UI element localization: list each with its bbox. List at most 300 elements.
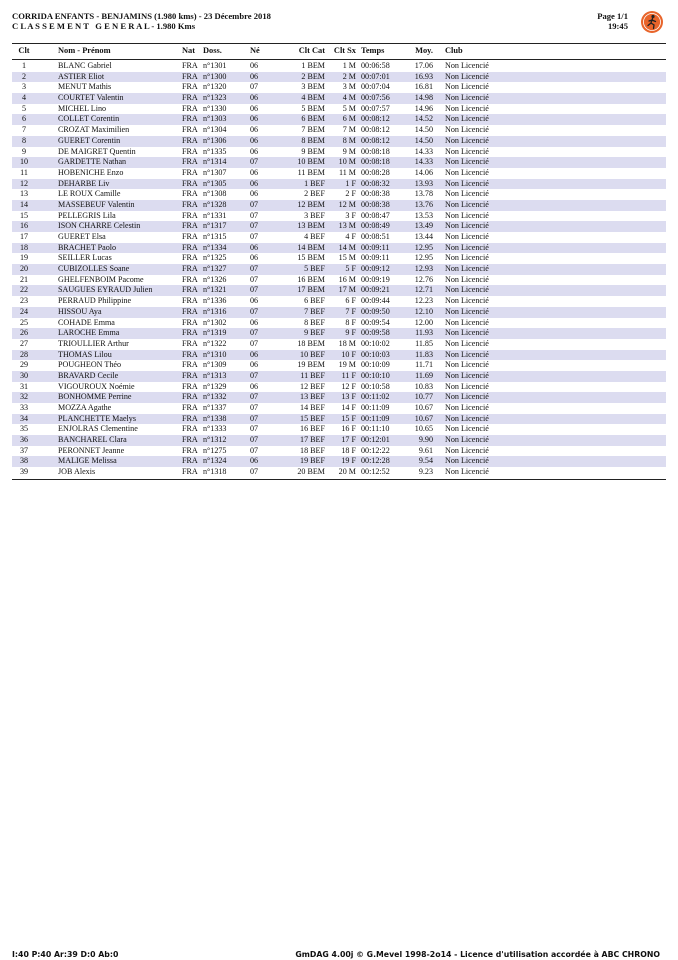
cell-club: Non Licencié bbox=[445, 264, 489, 274]
cell-cat: 18 BEF bbox=[300, 445, 325, 455]
cell-club: Non Licencié bbox=[445, 338, 489, 348]
cell-rank: 37 bbox=[19, 445, 29, 455]
cell-nat: FRA bbox=[182, 232, 198, 241]
cell-year: 06 bbox=[250, 103, 259, 113]
cell-club: Non Licencié bbox=[445, 61, 489, 70]
cell-nat: FRA bbox=[182, 392, 198, 402]
cell-rank: 19 bbox=[19, 253, 29, 263]
report-subtitle: C L A S S E M E N T G E N E R A L - 1.980 Kms bbox=[12, 21, 196, 31]
cell-time: 00:09:12 bbox=[361, 264, 390, 274]
cell-bib: n°1328 bbox=[203, 199, 227, 209]
cell-rank: 7 bbox=[21, 125, 27, 135]
table-row bbox=[12, 147, 666, 158]
cell-bib: n°1312 bbox=[203, 435, 227, 445]
cell-cat: 9 BEM bbox=[301, 146, 325, 156]
cell-time: 00:08:38 bbox=[361, 199, 390, 209]
cell-rank: 10 bbox=[19, 157, 29, 167]
cell-club: Non Licencié bbox=[445, 435, 489, 445]
cell-bib: n°1307 bbox=[203, 167, 227, 177]
table-row bbox=[12, 264, 666, 275]
cell-rank: 32 bbox=[19, 392, 29, 402]
cell-rank: 16 bbox=[19, 221, 29, 231]
cell-club: Non Licencié bbox=[445, 274, 489, 284]
cell-cat: 6 BEM bbox=[301, 114, 325, 124]
cell-avg: 12.00 bbox=[414, 317, 433, 327]
table-row bbox=[12, 371, 666, 382]
cell-sx: 15 F bbox=[341, 413, 356, 423]
cell-cat: 17 BEF bbox=[300, 435, 325, 445]
cell-bib: n°1337 bbox=[203, 403, 227, 412]
cell-time: 00:09:50 bbox=[361, 306, 390, 316]
cell-sx: 16 F bbox=[341, 424, 356, 434]
cell-year: 07 bbox=[250, 157, 259, 167]
cell-bib: n°1318 bbox=[203, 467, 227, 477]
cell-sx: 15 M bbox=[338, 253, 356, 263]
cell-sx: 13 M bbox=[338, 221, 356, 231]
col-rank: Clt bbox=[18, 46, 30, 55]
table-row bbox=[12, 446, 666, 457]
table-row bbox=[12, 435, 666, 446]
cell-cat: 5 BEF bbox=[304, 264, 325, 274]
cell-year: 06 bbox=[250, 114, 259, 124]
cell-year: 07 bbox=[250, 403, 259, 412]
cell-rank: 9 bbox=[21, 146, 27, 156]
cell-club: Non Licencié bbox=[445, 103, 489, 113]
cell-bib: n°1336 bbox=[203, 296, 227, 306]
cell-name: CROZAT Maximilien bbox=[58, 125, 130, 135]
table-row bbox=[12, 232, 666, 243]
cell-year: 07 bbox=[250, 232, 259, 241]
cell-bib: n°1338 bbox=[203, 413, 227, 423]
cell-cat: 1 BEF bbox=[304, 178, 325, 188]
cell-bib: n°1335 bbox=[203, 146, 227, 156]
cell-avg: 12.71 bbox=[414, 285, 433, 295]
cell-name: PERONNET Jeanne bbox=[58, 445, 125, 455]
cell-cat: 16 BEF bbox=[300, 424, 325, 434]
table-row bbox=[12, 72, 666, 83]
cell-cat: 16 BEM bbox=[297, 274, 325, 284]
cell-bib: n°1320 bbox=[203, 82, 227, 92]
cell-rank: 20 bbox=[19, 264, 29, 274]
table-row bbox=[12, 275, 666, 286]
cell-year: 06 bbox=[250, 360, 259, 370]
cell-avg: 10.65 bbox=[414, 424, 433, 434]
cell-sx: 12 M bbox=[338, 199, 356, 209]
cell-bib: n°1325 bbox=[203, 253, 227, 263]
cell-rank: 27 bbox=[19, 338, 29, 348]
cell-nat: FRA bbox=[182, 413, 198, 423]
cell-club: Non Licencié bbox=[445, 199, 489, 209]
cell-rank: 18 bbox=[19, 242, 29, 252]
cell-bib: n°1301 bbox=[203, 61, 227, 70]
cell-club: Non Licencié bbox=[445, 93, 489, 103]
cell-rank: 34 bbox=[19, 413, 29, 423]
cell-rank: 13 bbox=[19, 189, 29, 199]
cell-cat: 13 BEM bbox=[297, 221, 325, 231]
table-header bbox=[12, 44, 666, 58]
cell-time: 00:07:56 bbox=[361, 93, 390, 103]
footer-credit: GmDAG 4.00j © G.Mevel 1998-2o14 - Licence d'utilisation accordée à ABC CHRONO bbox=[295, 950, 660, 959]
cell-rank: 1 bbox=[21, 61, 27, 70]
cell-time: 00:06:58 bbox=[361, 61, 390, 70]
cell-sx: 6 F bbox=[345, 296, 356, 306]
cell-avg: 14.06 bbox=[414, 167, 433, 177]
cell-rank: 38 bbox=[19, 456, 29, 466]
table-row bbox=[12, 93, 666, 104]
cell-year: 06 bbox=[250, 189, 259, 199]
cell-avg: 10.67 bbox=[414, 413, 433, 423]
cell-club: Non Licencié bbox=[445, 467, 489, 477]
cell-cat: 4 BEF bbox=[304, 232, 325, 241]
cell-avg: 13.76 bbox=[414, 199, 433, 209]
cell-nat: FRA bbox=[182, 93, 198, 103]
cell-avg: 13.53 bbox=[414, 210, 433, 220]
cell-name: MALIGE Melissa bbox=[58, 456, 117, 466]
cell-nat: FRA bbox=[182, 445, 198, 455]
cell-time: 00:08:28 bbox=[361, 167, 390, 177]
cell-year: 06 bbox=[250, 178, 259, 188]
cell-year: 06 bbox=[250, 456, 259, 466]
cell-bib: n°1314 bbox=[203, 157, 227, 167]
cell-bib: n°1333 bbox=[203, 424, 227, 434]
report-title: CORRIDA ENFANTS - BENJAMINS (1.980 kms) - 23 Décembre 2018 bbox=[12, 11, 271, 21]
cell-sx: 3 M bbox=[342, 82, 356, 92]
cell-name: COHADE Emma bbox=[58, 317, 115, 327]
cell-name: MICHEL Lino bbox=[58, 103, 107, 113]
table-row bbox=[12, 211, 666, 222]
cell-time: 00:12:52 bbox=[361, 467, 390, 477]
cell-sx: 14 M bbox=[338, 242, 356, 252]
table-row bbox=[12, 403, 666, 414]
cell-name: MASSEBEUF Valentin bbox=[58, 199, 135, 209]
table-row bbox=[12, 328, 666, 339]
cell-year: 06 bbox=[250, 135, 259, 145]
cell-bib: n°1309 bbox=[203, 360, 227, 370]
cell-avg: 9.23 bbox=[418, 467, 433, 477]
cell-sx: 17 F bbox=[341, 435, 356, 445]
cell-year: 06 bbox=[250, 71, 259, 81]
cell-name: COLLET Corentin bbox=[58, 114, 120, 124]
cell-nat: FRA bbox=[182, 467, 198, 477]
cell-name: JOB Alexis bbox=[58, 467, 96, 477]
header-bottom-rule bbox=[12, 59, 666, 60]
cell-name: ASTIER Eliot bbox=[58, 71, 105, 81]
cell-year: 07 bbox=[250, 435, 259, 445]
cell-avg: 11.69 bbox=[415, 370, 433, 380]
cell-name: CUBIZOLLES Soane bbox=[58, 264, 130, 274]
table-row bbox=[12, 339, 666, 350]
cell-bib: n°1329 bbox=[203, 381, 227, 391]
cell-year: 06 bbox=[250, 93, 259, 103]
cell-name: POUGHEON Théo bbox=[58, 360, 122, 370]
cell-bib: n°1326 bbox=[203, 274, 227, 284]
cell-nat: FRA bbox=[182, 189, 198, 199]
cell-name: DE MAIGRET Quentin bbox=[58, 146, 136, 156]
cell-rank: 4 bbox=[21, 93, 27, 103]
cell-time: 00:08:12 bbox=[361, 135, 390, 145]
cell-bib: n°1319 bbox=[203, 328, 227, 338]
cell-rank: 15 bbox=[19, 210, 29, 220]
cell-time: 00:07:57 bbox=[361, 103, 390, 113]
cell-year: 06 bbox=[250, 167, 259, 177]
cell-cat: 2 BEM bbox=[301, 71, 325, 81]
cell-name: TRIOULLIER Arthur bbox=[58, 338, 129, 348]
cell-avg: 14.33 bbox=[414, 157, 433, 167]
cell-club: Non Licencié bbox=[445, 328, 489, 338]
cell-rank: 23 bbox=[19, 296, 29, 306]
cell-nat: FRA bbox=[182, 370, 198, 380]
cell-nat: FRA bbox=[182, 306, 198, 316]
cell-cat: 18 BEM bbox=[297, 338, 325, 348]
cell-sx: 13 F bbox=[341, 392, 356, 402]
cell-bib: n°1330 bbox=[203, 103, 227, 113]
cell-nat: FRA bbox=[182, 435, 198, 445]
table-row bbox=[12, 243, 666, 254]
cell-cat: 11 BEF bbox=[300, 370, 325, 380]
cell-name: LAROCHE Emma bbox=[58, 328, 120, 338]
cell-avg: 14.96 bbox=[414, 103, 433, 113]
page-info bbox=[597, 11, 628, 31]
cell-year: 07 bbox=[250, 424, 259, 434]
cell-time: 00:10:09 bbox=[361, 360, 390, 370]
cell-avg: 12.95 bbox=[414, 253, 433, 263]
cell-name: BANCHAREL Clara bbox=[58, 435, 127, 445]
cell-rank: 28 bbox=[19, 349, 29, 359]
cell-club: Non Licencié bbox=[445, 360, 489, 370]
cell-nat: FRA bbox=[182, 349, 198, 359]
cell-sx: 14 F bbox=[341, 403, 356, 412]
cell-cat: 10 BEF bbox=[300, 349, 325, 359]
cell-name: ENJOLRAS Clementine bbox=[58, 424, 138, 434]
cell-avg: 13.93 bbox=[414, 178, 433, 188]
cell-time: 00:09:44 bbox=[361, 296, 390, 306]
cell-year: 07 bbox=[250, 370, 259, 380]
table-row bbox=[12, 168, 666, 179]
cell-nat: FRA bbox=[182, 338, 198, 348]
cell-time: 00:10:58 bbox=[361, 381, 390, 391]
cell-cat: 7 BEF bbox=[304, 306, 325, 316]
col-avg: Moy. bbox=[415, 46, 433, 55]
cell-rank: 12 bbox=[19, 178, 29, 188]
cell-time: 00:09:19 bbox=[361, 274, 390, 284]
cell-rank: 6 bbox=[21, 114, 27, 124]
cell-sx: 18 M bbox=[338, 338, 356, 348]
cell-bib: n°1305 bbox=[203, 178, 227, 188]
cell-time: 00:11:09 bbox=[361, 413, 390, 423]
cell-sx: 11 F bbox=[341, 370, 356, 380]
cell-rank: 33 bbox=[19, 403, 29, 412]
table-row bbox=[12, 61, 666, 72]
cell-cat: 7 BEM bbox=[301, 125, 325, 135]
cell-club: Non Licencié bbox=[445, 381, 489, 391]
cell-nat: FRA bbox=[182, 71, 198, 81]
cell-club: Non Licencié bbox=[445, 125, 489, 135]
cell-time: 00:10:10 bbox=[361, 370, 390, 380]
cell-time: 00:08:12 bbox=[361, 114, 390, 124]
col-cat: Clt Cat bbox=[298, 46, 325, 55]
cell-time: 00:10:02 bbox=[361, 338, 390, 348]
cell-club: Non Licencié bbox=[445, 349, 489, 359]
table-row bbox=[12, 125, 666, 136]
cell-club: Non Licencié bbox=[445, 71, 489, 81]
cell-rank: 21 bbox=[19, 274, 29, 284]
cell-avg: 11.83 bbox=[415, 349, 433, 359]
table-row bbox=[12, 467, 666, 478]
cell-bib: n°1306 bbox=[203, 135, 227, 145]
cell-name: PELLEGRIS Lila bbox=[58, 210, 116, 220]
cell-sx: 5 F bbox=[345, 264, 356, 274]
cell-sx: 20 M bbox=[338, 467, 356, 477]
cell-rank: 8 bbox=[21, 135, 27, 145]
cell-name: ISON CHARRE Celestin bbox=[58, 221, 141, 231]
col-bib: Doss. bbox=[203, 46, 222, 55]
cell-year: 07 bbox=[250, 82, 259, 92]
cell-cat: 3 BEF bbox=[304, 210, 325, 220]
cell-avg: 11.93 bbox=[415, 328, 433, 338]
cell-time: 00:07:01 bbox=[361, 71, 390, 81]
cell-club: Non Licencié bbox=[445, 456, 489, 466]
cell-sx: 3 F bbox=[345, 210, 356, 220]
cell-avg: 9.54 bbox=[418, 456, 433, 466]
cell-cat: 20 BEM bbox=[297, 467, 325, 477]
cell-bib: n°1327 bbox=[203, 264, 227, 274]
cell-cat: 15 BEM bbox=[297, 253, 325, 263]
cell-time: 00:11:02 bbox=[361, 392, 390, 402]
cell-sx: 5 M bbox=[342, 103, 356, 113]
col-nat: Nat bbox=[182, 46, 196, 55]
cell-club: Non Licencié bbox=[445, 403, 489, 412]
cell-sx: 9 F bbox=[345, 328, 356, 338]
cell-name: VIGOUROUX Noémie bbox=[58, 381, 135, 391]
col-year: Né bbox=[250, 46, 260, 55]
cell-cat: 2 BEF bbox=[304, 189, 325, 199]
cell-rank: 11 bbox=[20, 167, 28, 177]
cell-name: GARDETTE Nathan bbox=[58, 157, 127, 167]
table-row bbox=[12, 253, 666, 264]
cell-nat: FRA bbox=[182, 178, 198, 188]
cell-club: Non Licencié bbox=[445, 424, 489, 434]
cell-rank: 30 bbox=[19, 370, 29, 380]
cell-year: 06 bbox=[250, 242, 259, 252]
cell-club: Non Licencié bbox=[445, 189, 489, 199]
table-row bbox=[12, 200, 666, 211]
cell-sx: 10 M bbox=[338, 157, 356, 167]
cell-sx: 7 F bbox=[345, 306, 356, 316]
cell-club: Non Licencié bbox=[445, 178, 489, 188]
cell-bib: n°1331 bbox=[203, 210, 227, 220]
cell-avg: 13.44 bbox=[414, 232, 433, 241]
table-row bbox=[12, 382, 666, 393]
table-row bbox=[12, 82, 666, 93]
cell-time: 00:09:11 bbox=[361, 253, 390, 263]
cell-avg: 11.85 bbox=[415, 338, 433, 348]
cell-time: 00:07:04 bbox=[361, 82, 390, 92]
cell-time: 00:11:10 bbox=[361, 424, 390, 434]
cell-name: PERRAUD Philippine bbox=[58, 296, 132, 306]
cell-nat: FRA bbox=[182, 328, 198, 338]
cell-cat: 10 BEM bbox=[297, 157, 325, 167]
cell-sx: 8 F bbox=[345, 317, 356, 327]
cell-rank: 22 bbox=[19, 285, 29, 295]
cell-nat: FRA bbox=[182, 221, 198, 231]
cell-sx: 19 F bbox=[341, 456, 356, 466]
table-row bbox=[12, 179, 666, 190]
cell-bib: n°1310 bbox=[203, 349, 227, 359]
cell-time: 00:09:21 bbox=[361, 285, 390, 295]
cell-nat: FRA bbox=[182, 264, 198, 274]
cell-avg: 14.50 bbox=[414, 125, 433, 135]
cell-time: 00:11:09 bbox=[361, 403, 390, 412]
cell-cat: 17 BEM bbox=[297, 285, 325, 295]
cell-nat: FRA bbox=[182, 82, 198, 92]
cell-bib: n°1317 bbox=[203, 221, 227, 231]
cell-nat: FRA bbox=[182, 125, 198, 135]
col-time: Temps bbox=[361, 46, 385, 55]
cell-time: 00:09:54 bbox=[361, 317, 390, 327]
cell-nat: FRA bbox=[182, 403, 198, 412]
cell-year: 06 bbox=[250, 317, 259, 327]
cell-sx: 16 M bbox=[338, 274, 356, 284]
cell-avg: 14.52 bbox=[414, 114, 433, 124]
cell-time: 00:08:18 bbox=[361, 157, 390, 167]
cell-avg: 12.93 bbox=[414, 264, 433, 274]
cell-nat: FRA bbox=[182, 167, 198, 177]
cell-name: HISSOU Aya bbox=[58, 306, 102, 316]
cell-year: 07 bbox=[250, 467, 259, 477]
table-row bbox=[12, 221, 666, 232]
cell-sx: 9 M bbox=[342, 146, 356, 156]
cell-name: SEILLER Lucas bbox=[58, 253, 112, 263]
table-row bbox=[12, 114, 666, 125]
cell-time: 00:08:18 bbox=[361, 146, 390, 156]
cell-year: 07 bbox=[250, 338, 259, 348]
cell-rank: 39 bbox=[19, 467, 29, 477]
cell-cat: 12 BEF bbox=[300, 381, 325, 391]
results-table bbox=[12, 61, 666, 478]
footer-stats: I:40 P:40 Ar:39 D:0 Ab:0 bbox=[12, 950, 119, 959]
table-row bbox=[12, 296, 666, 307]
cell-sx: 2 M bbox=[342, 71, 356, 81]
cell-avg: 14.98 bbox=[414, 93, 433, 103]
table-row bbox=[12, 350, 666, 361]
col-sx: Clt Sx bbox=[333, 46, 356, 55]
col-name: Nom - Prénom bbox=[58, 46, 111, 55]
cell-year: 07 bbox=[250, 328, 259, 338]
cell-bib: n°1315 bbox=[203, 232, 227, 241]
cell-nat: FRA bbox=[182, 317, 198, 327]
cell-club: Non Licencié bbox=[445, 370, 489, 380]
cell-cat: 12 BEM bbox=[297, 199, 325, 209]
cell-avg: 16.93 bbox=[414, 71, 433, 81]
cell-cat: 8 BEF bbox=[304, 317, 325, 327]
cell-club: Non Licencié bbox=[445, 445, 489, 455]
table-end-rule bbox=[12, 479, 666, 480]
cell-nat: FRA bbox=[182, 296, 198, 306]
cell-time: 00:09:11 bbox=[361, 242, 390, 252]
cell-rank: 17 bbox=[19, 232, 29, 241]
cell-year: 07 bbox=[250, 274, 259, 284]
table-row bbox=[12, 157, 666, 168]
page-number: Page 1/1 bbox=[597, 11, 628, 21]
cell-cat: 9 BEF bbox=[304, 328, 325, 338]
cell-club: Non Licencié bbox=[445, 146, 489, 156]
cell-name: LE ROUX Camille bbox=[58, 189, 121, 199]
cell-nat: FRA bbox=[182, 199, 198, 209]
cell-sx: 18 F bbox=[341, 445, 356, 455]
cell-rank: 14 bbox=[19, 199, 29, 209]
cell-club: Non Licencié bbox=[445, 135, 489, 145]
cell-avg: 12.95 bbox=[414, 242, 433, 252]
